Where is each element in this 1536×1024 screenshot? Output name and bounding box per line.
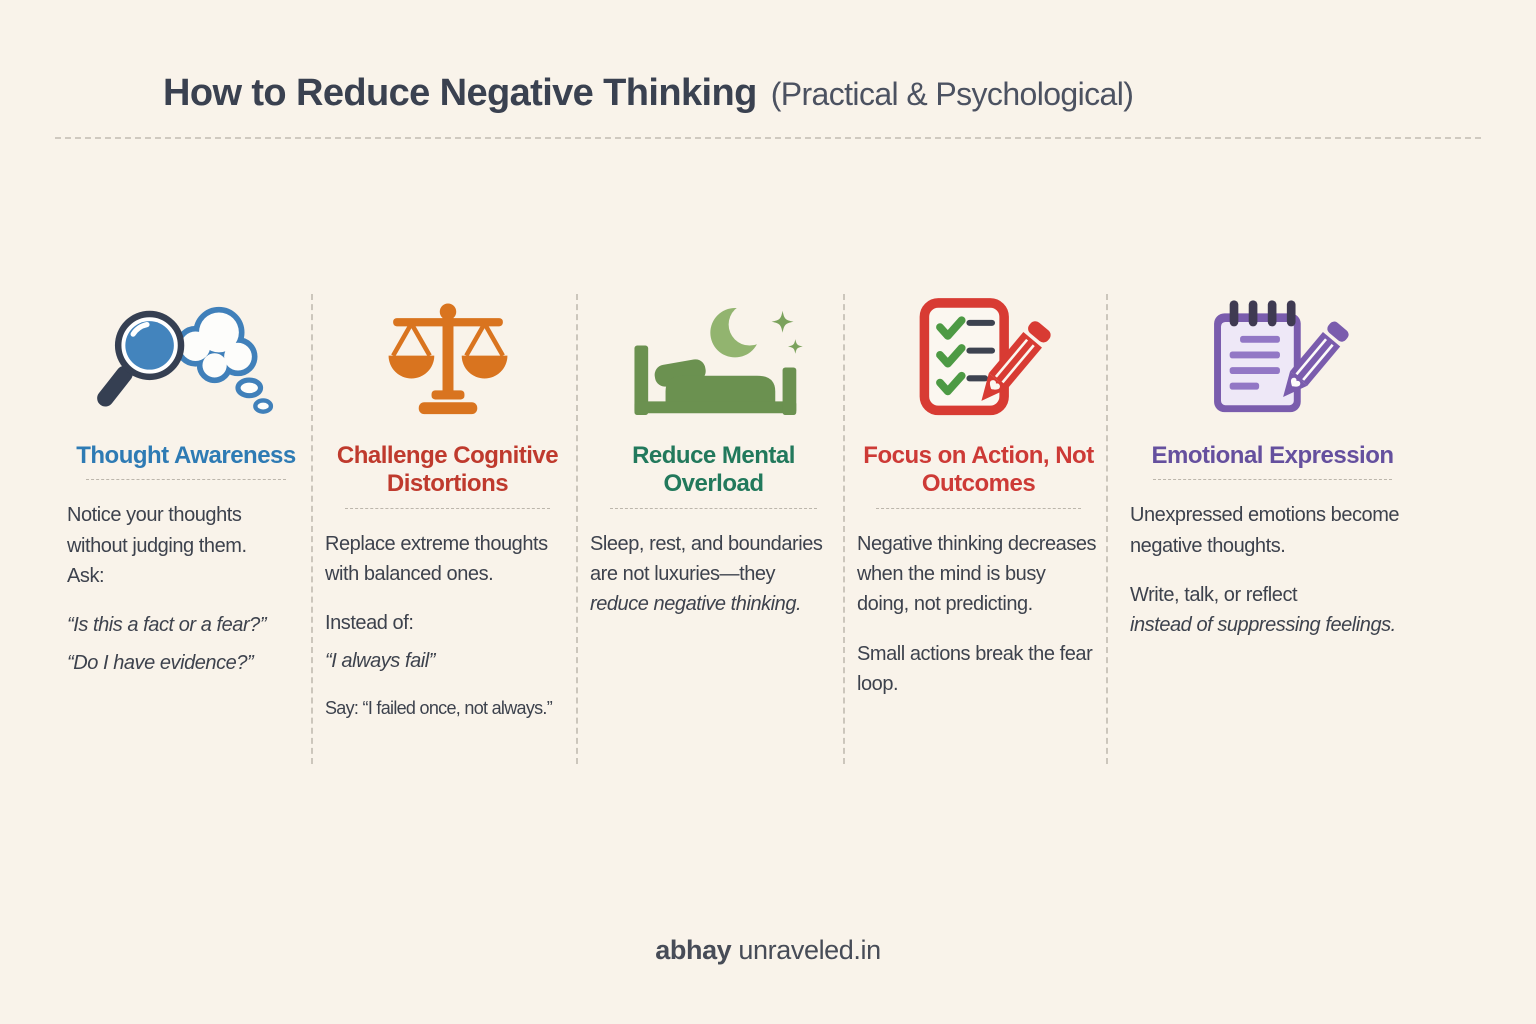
column-title: Emotional Expression: [1151, 442, 1394, 469]
notepad-pencil-icon: [1130, 294, 1415, 426]
bed-moon-svg: [614, 298, 814, 426]
column-body: [67, 500, 305, 678]
body-text: reduce negative thinking.: [590, 593, 802, 616]
column-body: [1130, 500, 1415, 641]
checklist-pencil-svg: [899, 296, 1059, 426]
body-text: Negative thinking decreases when the mind is busy doing, not predicting.: [857, 532, 1097, 616]
body-text: Notice your thoughts without judging them.: [67, 504, 247, 557]
body-text: Ask:: [67, 565, 105, 588]
magnifier-thought-cloud-svg: [86, 296, 286, 426]
page-title: [0, 72, 1536, 115]
bed-moon-icon: [590, 294, 837, 426]
balance-scale-svg: [364, 298, 532, 426]
title-divider: [55, 137, 1481, 139]
column-reduce-overload: [578, 294, 845, 764]
column-thought-awareness: [55, 294, 313, 764]
column-title: Challenge Cognitive Distortions: [336, 442, 559, 498]
magnifier-thought-cloud-icon: [67, 294, 305, 426]
subtitle-text: (Practical & Psychological): [770, 76, 1134, 112]
heading-underline: [345, 508, 551, 509]
notepad-pencil-svg: [1188, 296, 1358, 426]
column-focus-action: [845, 294, 1108, 764]
quote-text: “Do I have evidence?”: [67, 651, 254, 674]
brand-footer: [0, 935, 1536, 966]
checklist-pencil-icon: [857, 294, 1100, 426]
column-body: [325, 529, 570, 723]
column-title: Reduce Mental Overload: [632, 442, 795, 498]
heading-underline: [86, 479, 286, 480]
title-text: How to Reduce Negative Thinking: [163, 72, 757, 114]
column-body: [857, 529, 1100, 700]
quote-text: “I always fail”: [325, 649, 435, 672]
balance-scale-icon: [325, 294, 570, 426]
heading-underline: [1153, 479, 1392, 480]
quote-text: “Is this a fact or a fear?”: [67, 614, 267, 637]
body-text: instead of suppressing feelings.: [1130, 614, 1396, 637]
column-title: Thought Awareness: [76, 442, 296, 469]
body-text: Replace extreme thoughts with balanced ones.: [325, 532, 548, 586]
column-emotional-expression: [1108, 294, 1445, 764]
body-text: Unexpressed emotions become negative thoughts.: [1130, 504, 1400, 557]
body-text: Small actions break the fear loop.: [857, 642, 1093, 696]
brand-domain: unraveled.in: [738, 935, 881, 965]
column-body: [590, 529, 837, 620]
body-text: Say: “I failed once, not always.”: [325, 698, 553, 719]
brand-name: abhay: [655, 935, 732, 965]
body-text: Instead of:: [325, 612, 414, 635]
column-challenge-distortions: [313, 294, 578, 764]
column-title: Focus on Action, Not Outcomes: [863, 442, 1094, 498]
heading-underline: [876, 508, 1080, 509]
columns-row: [55, 294, 1445, 764]
body-text: Write, talk, or reflect: [1130, 584, 1298, 607]
body-text: Sleep, rest, and boundaries are not luxuries—they: [590, 532, 823, 586]
heading-underline: [610, 508, 817, 509]
